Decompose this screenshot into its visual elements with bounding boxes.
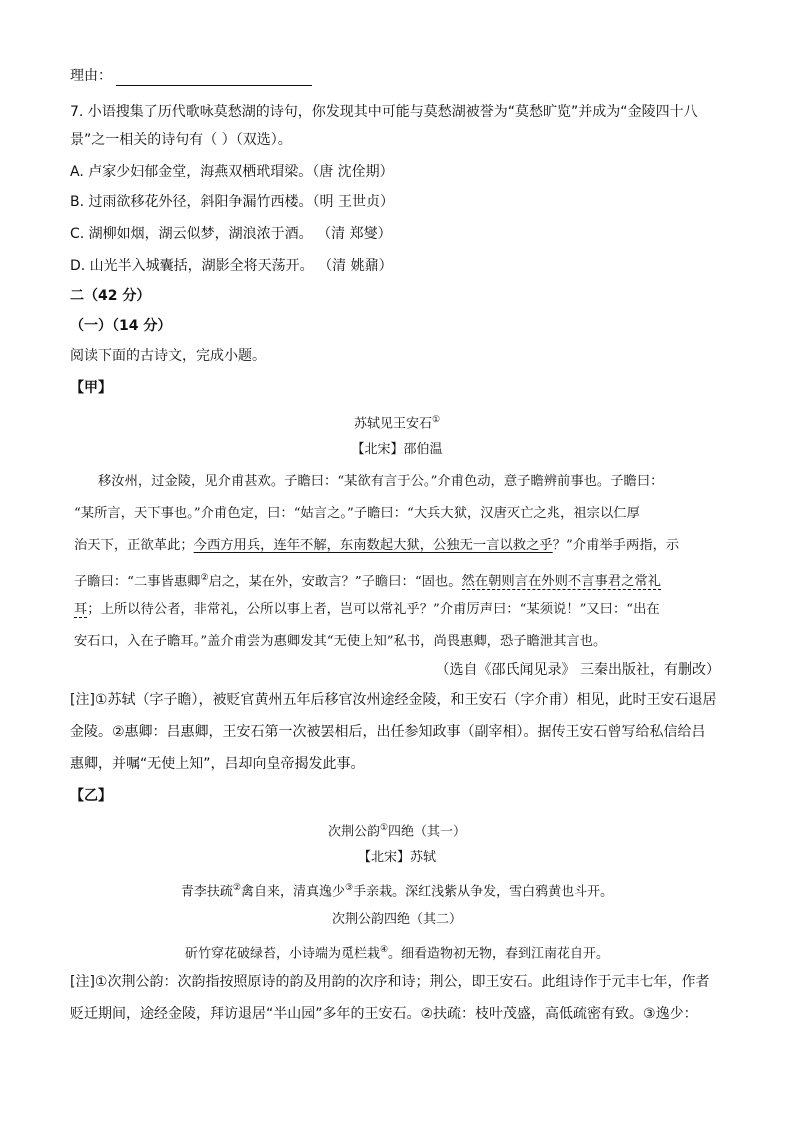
- text1-author: 【北宋】邵伯温: [351, 442, 443, 457]
- option-a: A. 卢家少妇郁金堂，海燕双栖玳瑁梁。（唐 沈佺期）: [70, 164, 394, 180]
- underlined-sentence-2-end: 耳: [74, 602, 88, 617]
- option-b: B. 过雨欲移花外径，斜阳争漏竹西楼。（明 王世贞）: [70, 194, 394, 210]
- text2-title-2: 次荆公韵四绝（其二）: [331, 912, 462, 927]
- text1-note-line-2: 金陵。②惠卿：吕惠卿，王安石第一次被罢相后，出任参知政事（副宰相）。据传王安石曾写给私信给吕: [70, 724, 706, 740]
- footnote-marker: ④: [379, 945, 389, 955]
- text1-para-line-6: 安石口，入在子瞻耳。”盖介甫尝为惠卿发其“无使上知”私书，尚畏惠卿，恐子瞻泄其言也。: [74, 634, 607, 649]
- option-d: D. 山光半入城囊括，湖影全将天荡开。 （清 姚鼐）: [70, 258, 393, 274]
- question-7-line-1: 7. 小语搜集了历代歌咏莫愁湖的诗句，你发现其中可能与莫愁湖被誉为“莫愁旷览”并成为“金陵四十八: [70, 104, 698, 120]
- text2-note-line-1: [注]①次荆公韵：次韵指按照原诗的韵及用韵的次序和诗；荆公，即王安石。此组诗作于元丰七年，作者: [70, 974, 710, 990]
- footnote-marker: ①: [379, 823, 389, 833]
- label-jia: 【甲】: [70, 380, 112, 396]
- text1-para-line-4: 子瞻曰：“二事皆惠卿②启之，某在外，安敢言？”子瞻曰：“固也。然在朝则言在外则不言事君之常礼: [74, 573, 661, 590]
- text2-note-line-2: 贬迁期间，途经金陵，拜访退居“半山园”多年的王安石。②扶疏：枝叶茂盛，高低疏密有致。③逸少：: [70, 1006, 698, 1022]
- footnote-marker: ③: [345, 883, 354, 893]
- poem-1-line: 青李扶疏②禽自来，清真逸少③手亲栽。深红浅紫从争发，雪白鸦黄也斗开。: [180, 883, 614, 900]
- footnote-marker: ②: [232, 883, 241, 893]
- label-yi: 【乙】: [70, 788, 112, 804]
- reason-label: 理由：: [70, 68, 112, 84]
- text1-para-line-2: “某所言，天下事也。”介甫色定，曰：“姑言之。”子瞻曰：“大兵大狱，汉唐灭亡之兆，祖宗以仁厚: [74, 506, 640, 521]
- text2-title-1: 次荆公韵①四绝（其一）: [327, 823, 467, 840]
- underlined-sentence-2: 然在朝则言在外则不言事君之常礼: [461, 574, 661, 590]
- part-1-heading: （一）（14 分）: [70, 318, 172, 334]
- footnote-marker: ①: [431, 415, 441, 425]
- footnote-marker: ②: [200, 573, 209, 583]
- text1-note-line-3: 惠卿，并嘱“无使上知”，吕却向皇帝揭发此事。: [70, 756, 365, 772]
- text2-author: 【北宋】苏轼: [357, 850, 436, 865]
- text1-note-line-1: [注]①苏轼（字子瞻），被贬官黄州五年后移官汝州途经金陵，和王安石（字介甫）相见，此时王安石退居: [70, 692, 717, 708]
- reason-row: [70, 66, 312, 86]
- reading-instruction: 阅读下面的古诗文，完成小题。: [70, 348, 266, 364]
- poem-2-line: 斫竹穿花破绿苔，小诗端为觅栏栽④。细看造物初无物，春到江南花自开。: [184, 945, 610, 962]
- text1-para-line-5: 耳；上所以待公者，非常礼，公所以事上者，岂可以常礼乎？”介甫厉声曰：“某须说！”又曰：“出在: [74, 602, 660, 617]
- text1-para-line-1: 移汝州，过金陵，见介甫甚欢。子瞻曰：“某欲有言于公。”介甫色动，意子瞻辨前事也。子瞻曰：: [98, 474, 664, 489]
- text1-para-line-3: 治天下，正欲革此；今西方用兵，连年不解，东南数起大狱，公独无一言以救之乎？”介甫举手两指，示: [74, 538, 680, 553]
- underlined-sentence-1: 今西方用兵，连年不解，东南数起大狱，公独无一言以救之乎: [193, 538, 553, 553]
- option-c: C. 湖柳如烟，湖云似梦，湖浪浓于酒。 （清 郑燮）: [70, 226, 392, 242]
- question-7-line-2: 景”之一相关的诗句有（ ）（双选）。: [70, 132, 292, 148]
- text1-source: （选自《邵氏闻见录》 三秦出版社，有删改）: [435, 662, 720, 678]
- text1-title: 苏轼见王安石①: [353, 415, 441, 432]
- reason-answer-blank[interactable]: [116, 69, 312, 86]
- section-2-heading: 二（42 分）: [70, 288, 151, 304]
